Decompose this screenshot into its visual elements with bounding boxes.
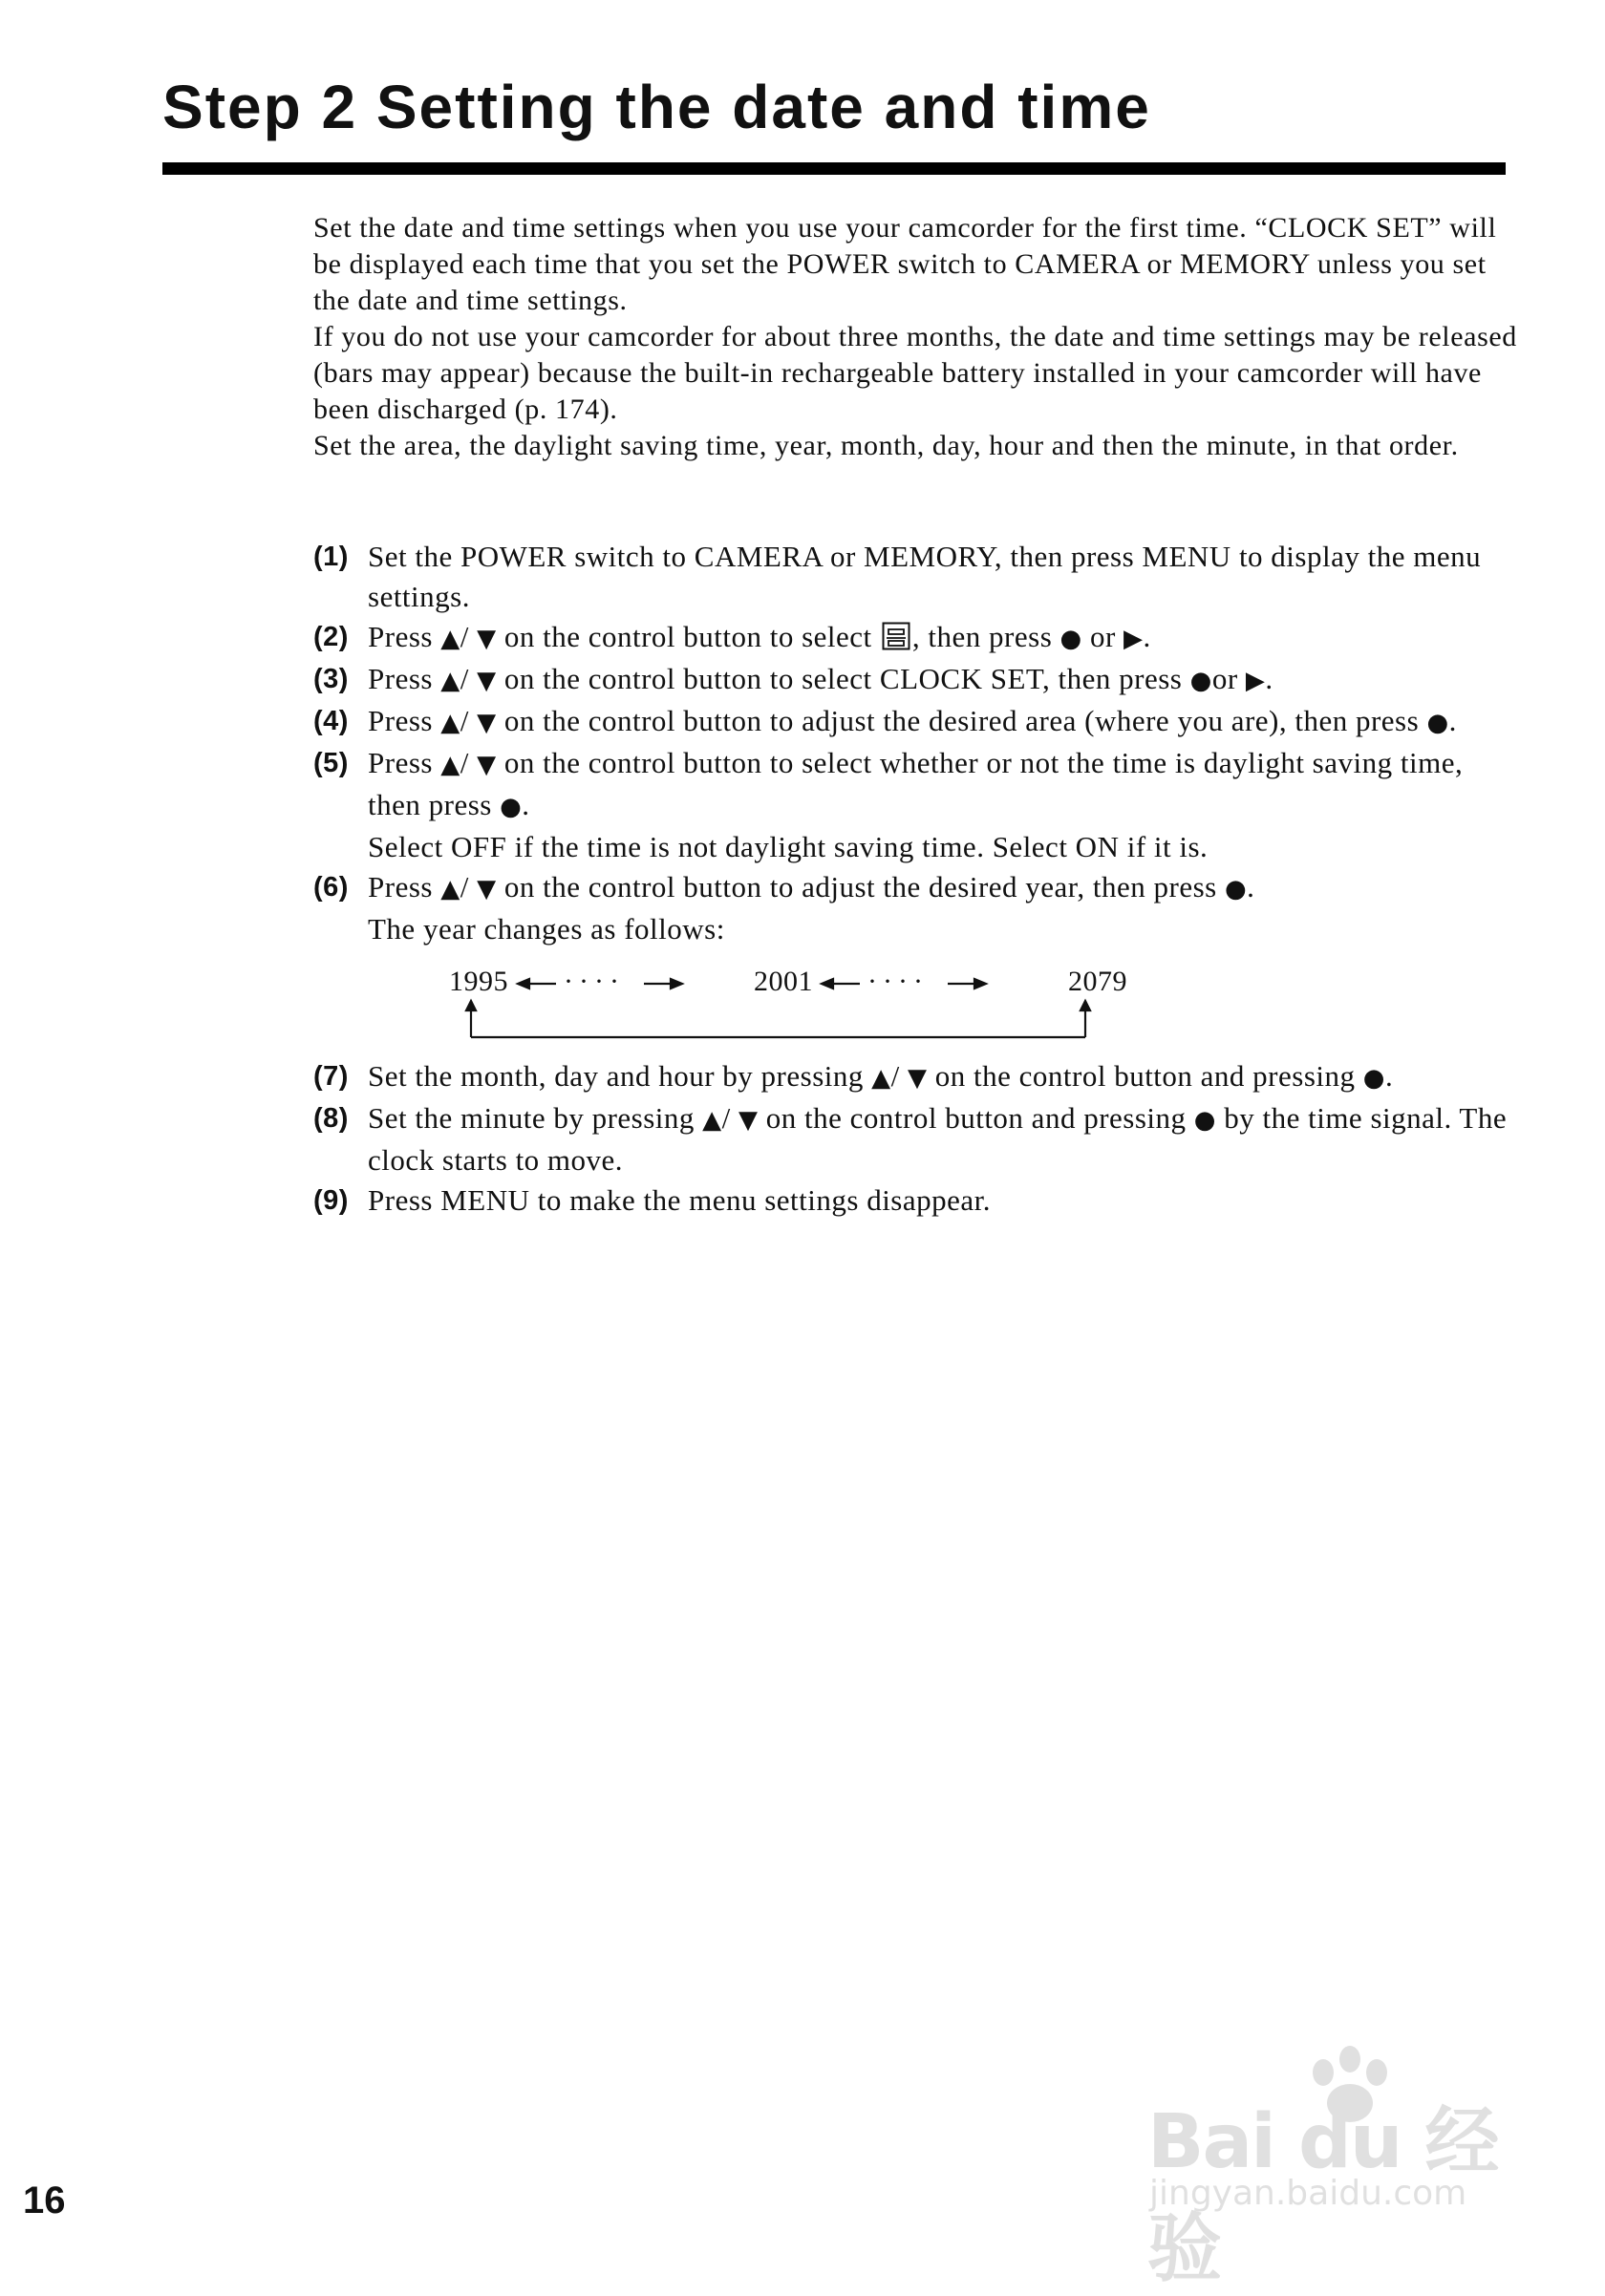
intro-paragraph-3: Set the area, the daylight saving time, year, month, day, hour and then the minute, in that order. bbox=[313, 430, 1459, 461]
year-cycle-arrows bbox=[313, 955, 1173, 1051]
steps-list bbox=[313, 537, 1517, 1221]
right-arrow-icon: ▶ bbox=[1245, 667, 1266, 695]
loop-arrowhead-right bbox=[1081, 1001, 1090, 1010]
down-arrow-icon: ▼ bbox=[477, 625, 497, 653]
enter-dot-icon: ● bbox=[1224, 875, 1248, 904]
step-number: (5) bbox=[313, 748, 349, 778]
step-3 bbox=[313, 659, 1517, 701]
step-text: . bbox=[1247, 870, 1255, 904]
down-arrow-icon: ▼ bbox=[477, 709, 497, 737]
step-number: (4) bbox=[313, 706, 349, 736]
down-arrow-icon: ▼ bbox=[738, 1106, 759, 1135]
intro-section bbox=[313, 210, 1517, 464]
enter-dot-icon: ● bbox=[1189, 667, 1212, 695]
step-text: Press bbox=[368, 704, 441, 737]
watermark-logo-text: Bai du 经验 bbox=[1147, 2099, 1498, 2292]
step-5 bbox=[313, 743, 1517, 867]
step-text: / bbox=[460, 704, 478, 737]
up-arrow-icon: ▲ bbox=[440, 625, 460, 653]
setup-menu-icon bbox=[882, 622, 910, 650]
step-text: Press MENU to make the menu settings disappear. bbox=[368, 1183, 992, 1217]
enter-dot-icon: ● bbox=[1193, 1106, 1216, 1135]
step-text: / bbox=[460, 662, 478, 695]
year-middle-label: 2001 bbox=[754, 966, 813, 997]
step-text: or bbox=[1211, 662, 1246, 695]
step-number: (1) bbox=[313, 542, 349, 572]
step-text: Press bbox=[368, 746, 441, 779]
intro-paragraph-2: If you do not use your camcorder for about three months, the date and time settings may be released (bars may appear) because the built-in rechargeable battery installed in your camcorder will have been discharged (p. 174). bbox=[313, 321, 1517, 425]
step-number: (9) bbox=[313, 1185, 349, 1216]
down-arrow-icon: ▼ bbox=[477, 875, 497, 904]
right-arrowhead bbox=[671, 979, 682, 989]
step-text: / bbox=[890, 1059, 909, 1093]
down-arrow-icon: ▼ bbox=[477, 667, 497, 695]
step-text: on the control button to select CLOCK SET, then press bbox=[496, 662, 1190, 695]
ellipsis-dots: ···· bbox=[564, 966, 625, 997]
left-arrowhead bbox=[822, 979, 833, 989]
step-text: Set the POWER switch to CAMERA or MEMORY, then press MENU to display the menu settings. bbox=[368, 540, 1482, 613]
step-4 bbox=[313, 701, 1517, 743]
step-9 bbox=[313, 1180, 1517, 1221]
step-note: The year changes as follows: bbox=[368, 912, 725, 946]
enter-dot-icon: ● bbox=[500, 793, 523, 821]
up-arrow-icon: ▲ bbox=[871, 1064, 891, 1093]
step-text: by the time signal. The clock starts to move. bbox=[368, 1101, 1508, 1177]
step-text: Press bbox=[368, 662, 441, 695]
baidu-jingyan-watermark bbox=[1142, 2044, 1524, 2292]
right-arrow-icon: ▶ bbox=[1124, 625, 1144, 653]
up-arrow-icon: ▲ bbox=[440, 751, 460, 779]
step-text: . bbox=[1265, 662, 1273, 695]
up-arrow-icon: ▲ bbox=[440, 709, 460, 737]
step-1 bbox=[313, 537, 1517, 617]
title-underline-rule bbox=[162, 162, 1506, 175]
step-text: . bbox=[1143, 620, 1151, 653]
step-text: / bbox=[460, 620, 478, 653]
loop-arrowhead-left bbox=[466, 1001, 476, 1010]
step-8 bbox=[313, 1098, 1517, 1180]
up-arrow-icon: ▲ bbox=[440, 667, 460, 695]
step-text: / bbox=[721, 1101, 739, 1135]
step-text: Press bbox=[368, 870, 441, 904]
step-text: Set the minute by pressing bbox=[368, 1101, 703, 1135]
step-text: . bbox=[1384, 1059, 1394, 1093]
step-number: (7) bbox=[313, 1061, 349, 1092]
up-arrow-icon: ▲ bbox=[702, 1106, 722, 1135]
right-arrowhead bbox=[974, 979, 986, 989]
step-text: on the control button and pressing bbox=[758, 1101, 1194, 1135]
step-text: on the control button and pressing bbox=[927, 1059, 1363, 1093]
enter-dot-icon: ● bbox=[1362, 1064, 1385, 1093]
step-number: (8) bbox=[313, 1103, 349, 1134]
year-end-label: 2079 bbox=[1068, 966, 1127, 997]
page-title: Step 2 Setting the date and time bbox=[162, 73, 1151, 141]
step-number: (2) bbox=[313, 622, 349, 652]
down-arrow-icon: ▼ bbox=[477, 751, 497, 779]
step-note: Select OFF if the time is not daylight saving time. Select ON if it is. bbox=[368, 830, 1209, 863]
step-number: (3) bbox=[313, 664, 349, 694]
step-2 bbox=[313, 617, 1517, 659]
year-cycle-diagram bbox=[313, 955, 1517, 1051]
intro-paragraph-1: Set the date and time settings when you use your camcorder for the first time. “CLOCK SET” will be displayed each time that you set the POWER switch to CAMERA or MEMORY unless you set the date and time settings. bbox=[313, 212, 1497, 316]
step-text: / bbox=[460, 746, 478, 779]
step-text: on the control button to adjust the desired area (where you are), then press bbox=[496, 704, 1427, 737]
step-text: / bbox=[460, 870, 478, 904]
page-number: 16 bbox=[23, 2179, 66, 2222]
step-text: on the control button to select whether or not the time is daylight saving time, then press bbox=[368, 746, 1464, 821]
up-arrow-icon: ▲ bbox=[440, 875, 460, 904]
step-text: . bbox=[1448, 704, 1457, 737]
step-7 bbox=[313, 1056, 1517, 1098]
step-text: on the control button to adjust the desired year, then press bbox=[496, 870, 1225, 904]
step-6 bbox=[313, 867, 1517, 949]
down-arrow-icon: ▼ bbox=[908, 1064, 928, 1093]
ellipsis-dots: ···· bbox=[867, 966, 929, 997]
step-text: . bbox=[522, 788, 530, 821]
step-text: Press bbox=[368, 620, 441, 653]
step-text: or bbox=[1081, 620, 1124, 653]
step-number: (6) bbox=[313, 872, 349, 903]
watermark-url: jingyan.baidu.com bbox=[1149, 2174, 1467, 2213]
left-arrowhead bbox=[518, 979, 529, 989]
step-text: Set the month, day and hour by pressing bbox=[368, 1059, 872, 1093]
year-start-label: 1995 bbox=[449, 966, 508, 997]
step-text: on the control button to select bbox=[496, 620, 880, 653]
enter-dot-icon: ● bbox=[1426, 709, 1449, 737]
enter-dot-icon: ● bbox=[1059, 625, 1082, 653]
step-text: , then press bbox=[911, 620, 1060, 653]
